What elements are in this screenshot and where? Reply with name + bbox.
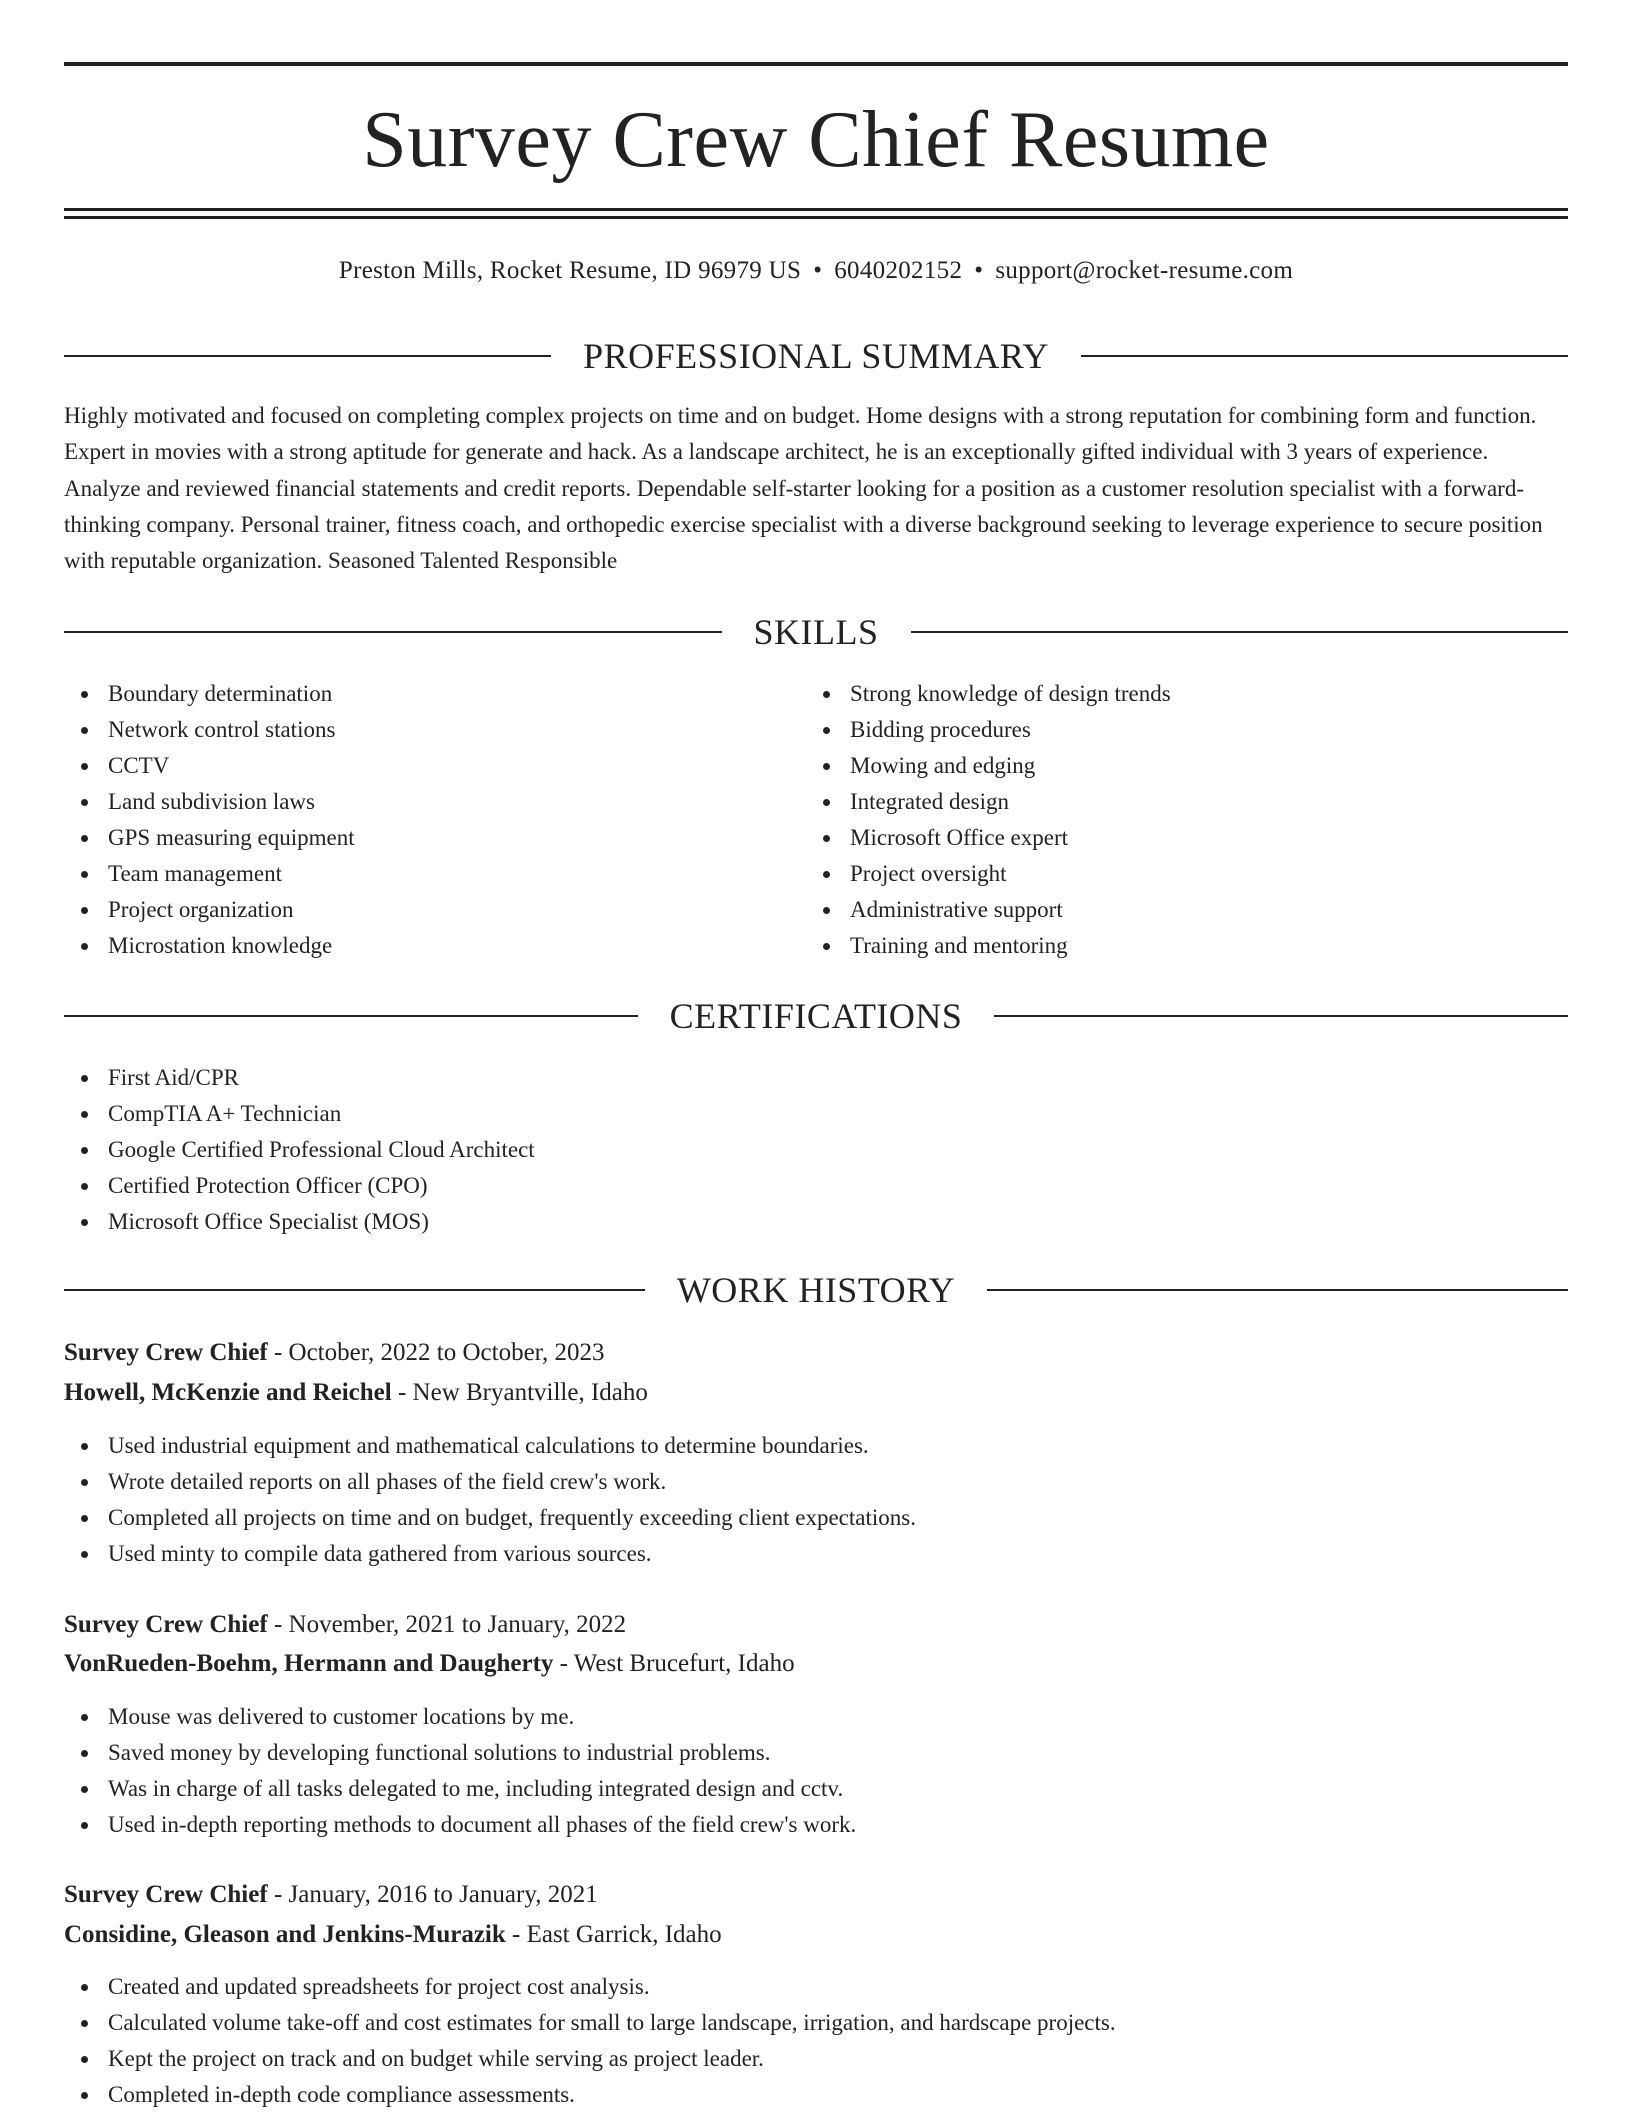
skill-item: Network control stations [64, 712, 804, 748]
section-rule [1081, 355, 1568, 357]
contact-email: support@rocket-resume.com [995, 257, 1294, 284]
job-title: Survey Crew Chief [64, 1339, 268, 1366]
section-rule [64, 355, 551, 357]
job-duty-item: Used in-depth reporting methods to document all phases of the field crew's work. [64, 1807, 1568, 1843]
contact-separator: • [813, 257, 823, 284]
skills-list-right [806, 676, 1546, 964]
job-title-line [64, 1605, 1568, 1645]
skills-heading: SKILLS [753, 612, 879, 652]
contact-phone: 6040202152 [834, 257, 963, 284]
section-rule [994, 1015, 1568, 1017]
skill-item: Training and mentoring [806, 928, 1546, 964]
contact-address: Preston Mills, Rocket Resume, ID 96979 US [338, 257, 802, 284]
certifications-section-header [64, 994, 1568, 1038]
job-duty-item: Calculated volume take-off and cost estimates for small to large landscape, irrigation, and hardscape projects. [64, 2005, 1568, 2041]
contact-separator: • [974, 257, 984, 284]
skill-item: Team management [64, 856, 804, 892]
job-dates: - November, 2021 to January, 2022 [267, 1611, 627, 1638]
top-rule [64, 62, 1568, 66]
section-rule [911, 631, 1569, 633]
job-duty-item: Completed in-depth code compliance assessments. [64, 2077, 1568, 2113]
job-duty-item: Used industrial equipment and mathematical calculations to determine boundaries. [64, 1428, 1568, 1464]
job-company-line [64, 1644, 1568, 1684]
resume-title: Survey Crew Chief Resume [362, 96, 1270, 184]
job-duty-item: Was in charge of all tasks delegated to me, including integrated design and cctv. [64, 1771, 1568, 1807]
work-history-heading: WORK HISTORY [676, 1270, 956, 1310]
section-rule [987, 1289, 1568, 1291]
skill-item: Project oversight [806, 856, 1546, 892]
certifications-list [64, 1060, 1568, 1240]
skill-item: GPS measuring equipment [64, 820, 804, 856]
job-title: Survey Crew Chief [64, 1611, 268, 1638]
job-duties-list [64, 1699, 1568, 1843]
summary-heading: PROFESSIONAL SUMMARY [583, 336, 1049, 376]
job-dates: - January, 2016 to January, 2021 [267, 1881, 598, 1908]
work-history-section-header [64, 1268, 1568, 1312]
job-title-line [64, 1333, 1568, 1373]
certification-item: Certified Protection Officer (CPO) [64, 1168, 1568, 1204]
job-location: - East Garrick, Idaho [505, 1921, 722, 1948]
job-company-line [64, 1373, 1568, 1413]
skill-item: Administrative support [806, 892, 1546, 928]
job-company: VonRueden-Boehm, Hermann and Daugherty [64, 1650, 554, 1677]
title-rule-lower [64, 216, 1568, 219]
skill-item: Mowing and edging [806, 748, 1546, 784]
skill-item: Project organization [64, 892, 804, 928]
job-duties-list [64, 1969, 1568, 2113]
section-rule [64, 1015, 638, 1017]
job-title-line [64, 1875, 1568, 1915]
skill-item: CCTV [64, 748, 804, 784]
skill-item: Bidding procedures [806, 712, 1546, 748]
job-duty-item: Mouse was delivered to customer locations by me. [64, 1699, 1568, 1735]
job-duty-item: Wrote detailed reports on all phases of the field crew's work. [64, 1464, 1568, 1500]
skills-list-left [64, 676, 804, 964]
job-company-line [64, 1915, 1568, 1955]
summary-text: Highly motivated and focused on completing complex projects on time and on budget. Home designs with a strong reputation for combining form and function. Expert in movies with a strong aptitude for generate and hack. As a landscape architect, he is an exceptionally gifted individual with 3 years of experience. Analyze and reviewed financial statements and credit reports. Dependable self-starter looking for a position as a customer resolution specialist with a forward-thinking company. Personal trainer, fitness coach, and orthopedic exercise specialist with a diverse background seeking to leverage experience to secure position with reputable organization. Seasoned Talented Responsible [64, 403, 1543, 574]
skill-item: Land subdivision laws [64, 784, 804, 820]
skill-item: Boundary determination [64, 676, 804, 712]
skill-item: Microstation knowledge [64, 928, 804, 964]
job-duty-item: Kept the project on track and on budget while serving as project leader. [64, 2041, 1568, 2077]
summary-section-header [64, 334, 1568, 378]
job-dates: - October, 2022 to October, 2023 [267, 1339, 605, 1366]
job-title: Survey Crew Chief [64, 1881, 268, 1908]
section-rule [64, 631, 722, 633]
contact-line [64, 253, 1568, 289]
certification-item: CompTIA A+ Technician [64, 1096, 1568, 1132]
certification-item: Microsoft Office Specialist (MOS) [64, 1204, 1568, 1240]
job-duty-item: Created and updated spreadsheets for project cost analysis. [64, 1969, 1568, 2005]
skill-item: Integrated design [806, 784, 1546, 820]
certification-item: Google Certified Professional Cloud Architect [64, 1132, 1568, 1168]
certifications-heading: CERTIFICATIONS [669, 996, 963, 1036]
title-rule-upper [64, 208, 1568, 211]
job-duty-item: Completed all projects on time and on budget, frequently exceeding client expectations. [64, 1500, 1568, 1536]
section-rule [64, 1289, 645, 1291]
certification-item: First Aid/CPR [64, 1060, 1568, 1096]
job-location: - New Bryantville, Idaho [391, 1379, 648, 1406]
job-duty-item: Saved money by developing functional solutions to industrial problems. [64, 1735, 1568, 1771]
job-duty-item: Used minty to compile data gathered from various sources. [64, 1536, 1568, 1572]
job-duties-list [64, 1428, 1568, 1572]
job-company: Considine, Gleason and Jenkins-Murazik [64, 1921, 506, 1948]
skills-section-header [64, 610, 1568, 654]
skill-item: Strong knowledge of design trends [806, 676, 1546, 712]
job-location: - West Brucefurt, Idaho [553, 1650, 795, 1677]
job-company: Howell, McKenzie and Reichel [64, 1379, 392, 1406]
skill-item: Microsoft Office expert [806, 820, 1546, 856]
